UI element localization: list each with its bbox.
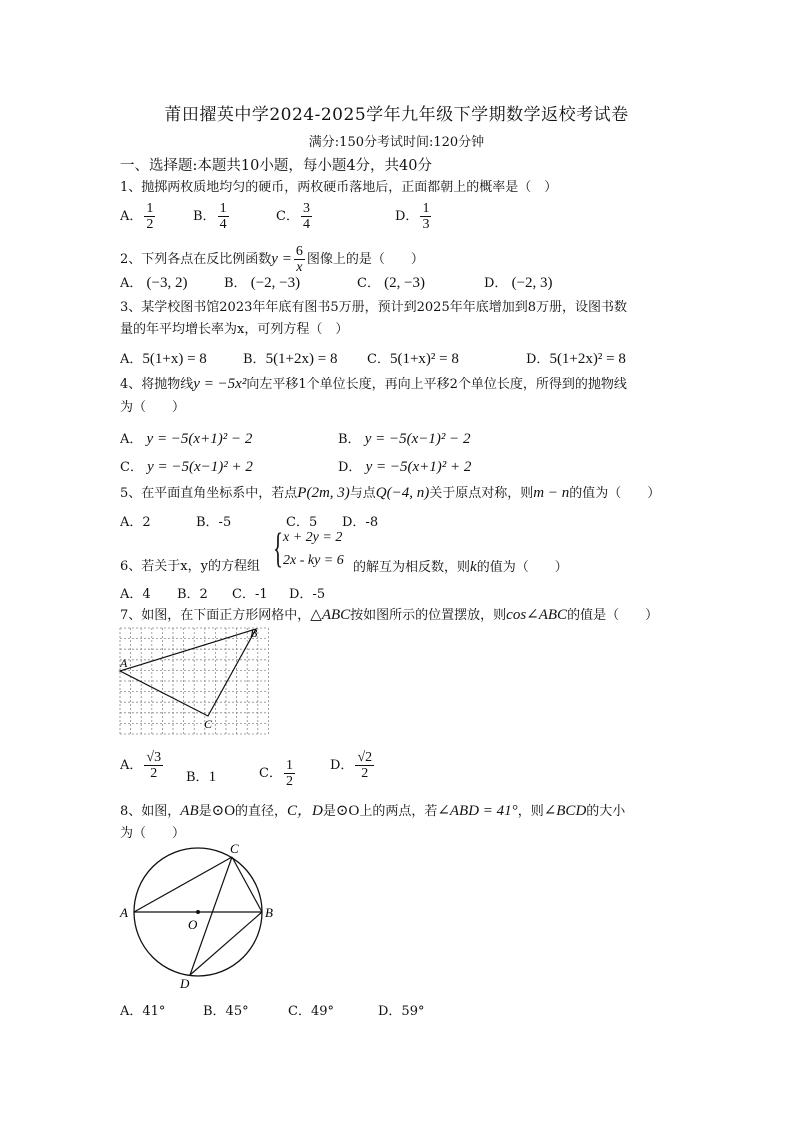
point-label-b: B bbox=[265, 905, 273, 920]
section-1-heading: 一、选择题:本题共10小题，每小题4分，共40分 bbox=[120, 158, 433, 174]
chord-ac bbox=[134, 857, 232, 912]
q1-option-d: D． $\frac{1}{3}$ bbox=[395, 201, 430, 232]
fraction: $\frac{3}{4}$ bbox=[302, 201, 310, 232]
question-3-line-2: 量的年平均增长率为x，可列方程（ ） bbox=[120, 322, 349, 337]
point-label-o: O bbox=[188, 917, 198, 932]
q6-option-c: C．-1 bbox=[232, 587, 268, 602]
q2-option-d: D． (−2, 3) bbox=[484, 275, 553, 291]
grid-triangle-figure bbox=[116, 624, 276, 744]
square-grid bbox=[120, 628, 268, 734]
question-3-line-1: 3、某学校图书馆2023年年底有图书5万册，预计到2025年年底增加到8万册，设图书数 bbox=[120, 300, 627, 315]
fraction: $\frac{√2}{2}$ bbox=[357, 750, 373, 781]
q5-option-b: B．-5 bbox=[196, 515, 232, 530]
point-label-d: D bbox=[180, 976, 190, 990]
fraction: $\frac{1}{4}$ bbox=[219, 201, 227, 232]
q6-equation-2: 2x - ky = 6 bbox=[283, 553, 344, 568]
point-label-c: C bbox=[230, 841, 239, 856]
q6-equation-1: x + 2y = 2 bbox=[283, 530, 343, 545]
circle-figure bbox=[116, 840, 286, 990]
point-label-a: A bbox=[120, 905, 128, 920]
q6-option-a: A．4 bbox=[120, 587, 151, 602]
fraction: $\frac{1}{3}$ bbox=[422, 201, 430, 232]
q1-option-a: A． $\frac{1}{2}$ bbox=[120, 201, 154, 232]
q7-option-d: D． $\frac{√2}{2}$ bbox=[330, 750, 373, 781]
fraction: $\frac{1}{2}$ bbox=[146, 201, 154, 232]
system-brace: { bbox=[273, 526, 284, 572]
q7-option-a: A． $\frac{√3}{2}$ bbox=[120, 750, 162, 781]
question-1: 1、抛掷两枚质地均匀的硬币，两枚硬币落地后，正面都朝上的概率是（ ） bbox=[120, 180, 558, 195]
question-6-pre: 6、若关于x，y的方程组 bbox=[120, 559, 260, 574]
q8-option-a: A．41° bbox=[120, 1004, 166, 1019]
question-7: 7、如图，在下面正方形网格中，△ABC按如图所示的位置摆放，则cos∠ABC的值是（ ） bbox=[120, 607, 659, 623]
question-4-line-2: 为（ ） bbox=[120, 400, 186, 415]
exam-subtitle: 满分:150分考试时间:120分钟 bbox=[308, 135, 485, 150]
chord-cb bbox=[232, 857, 262, 912]
q7-option-b: B．1 bbox=[186, 769, 217, 785]
q4-option-d: D． y = −5(x+1)² + 2 bbox=[338, 459, 472, 475]
q3-option-d: D．5(1+2x)² = 8 bbox=[526, 351, 626, 367]
exam-title: 莆田擢英中学2024-2025学年九年级下学期数学返校考试卷 bbox=[164, 105, 629, 125]
q5-option-a: A．2 bbox=[120, 515, 151, 530]
q4-option-a: A． y = −5(x+1)² − 2 bbox=[120, 431, 253, 447]
q2-option-a: A． (−3, 2) bbox=[120, 275, 188, 291]
q7-option-c: C． $\frac{1}{2}$ bbox=[259, 758, 293, 789]
q1-option-c: C． $\frac{3}{4}$ bbox=[276, 201, 310, 232]
question-6-post: 的解互为相反数，则k的值为（ ） bbox=[353, 559, 568, 575]
q3-option-b: B．5(1+2x) = 8 bbox=[243, 351, 338, 367]
point-label-b: B bbox=[250, 626, 258, 640]
q6-option-b: B．2 bbox=[177, 587, 208, 602]
q6-option-d: D．-5 bbox=[289, 587, 326, 602]
q8-option-d: D．59° bbox=[378, 1004, 425, 1019]
q4-option-b: B． y = −5(x−1)² − 2 bbox=[338, 431, 471, 447]
q8-option-b: B．45° bbox=[203, 1004, 249, 1019]
triangle-abc bbox=[120, 629, 256, 716]
q4-option-c: C． y = −5(x−1)² + 2 bbox=[120, 459, 253, 475]
question-8-line-2: 为（ ） bbox=[120, 826, 186, 841]
question-5: 5、在平面直角坐标系中，若点P(2m, 3)与点Q(−4, n)关于原点对称，则m − n的值为（ ） bbox=[120, 485, 661, 501]
center-point-o bbox=[196, 910, 200, 914]
fraction: $\frac{6}{x}$ bbox=[295, 244, 303, 275]
q3-option-a: A．5(1+x) = 8 bbox=[120, 351, 207, 367]
q8-option-c: C．49° bbox=[288, 1004, 334, 1019]
q1-option-b: B． $\frac{1}{4}$ bbox=[193, 201, 227, 232]
question-2: 2、下列各点在反比例函数y = $\frac{6}{x}$ 图像上的是（ ） bbox=[120, 244, 424, 275]
q2-option-b: B． (−2, −3) bbox=[224, 275, 301, 291]
q5-option-d: D．-8 bbox=[342, 515, 379, 530]
point-label-c: C bbox=[204, 717, 213, 731]
fraction: $\frac{1}{2}$ bbox=[285, 758, 293, 789]
fraction: $\frac{√3}{2}$ bbox=[146, 750, 162, 781]
question-8-line-1: 8、如图，AB是⊙O的直径，C，D是⊙O上的两点，若∠ABD = 41°，则∠BCD的大小 bbox=[120, 803, 626, 819]
q5-option-c: C．5 bbox=[286, 515, 318, 530]
point-label-a: A bbox=[120, 656, 128, 670]
q2-option-c: C． (2, −3) bbox=[357, 275, 426, 291]
q3-option-c: C．5(1+x)² = 8 bbox=[367, 351, 459, 367]
question-4-line-1: 4、将抛物线y = −5x²向左平移1个单位长度，再向上平移2个单位长度，所得到的抛物线 bbox=[120, 376, 627, 392]
